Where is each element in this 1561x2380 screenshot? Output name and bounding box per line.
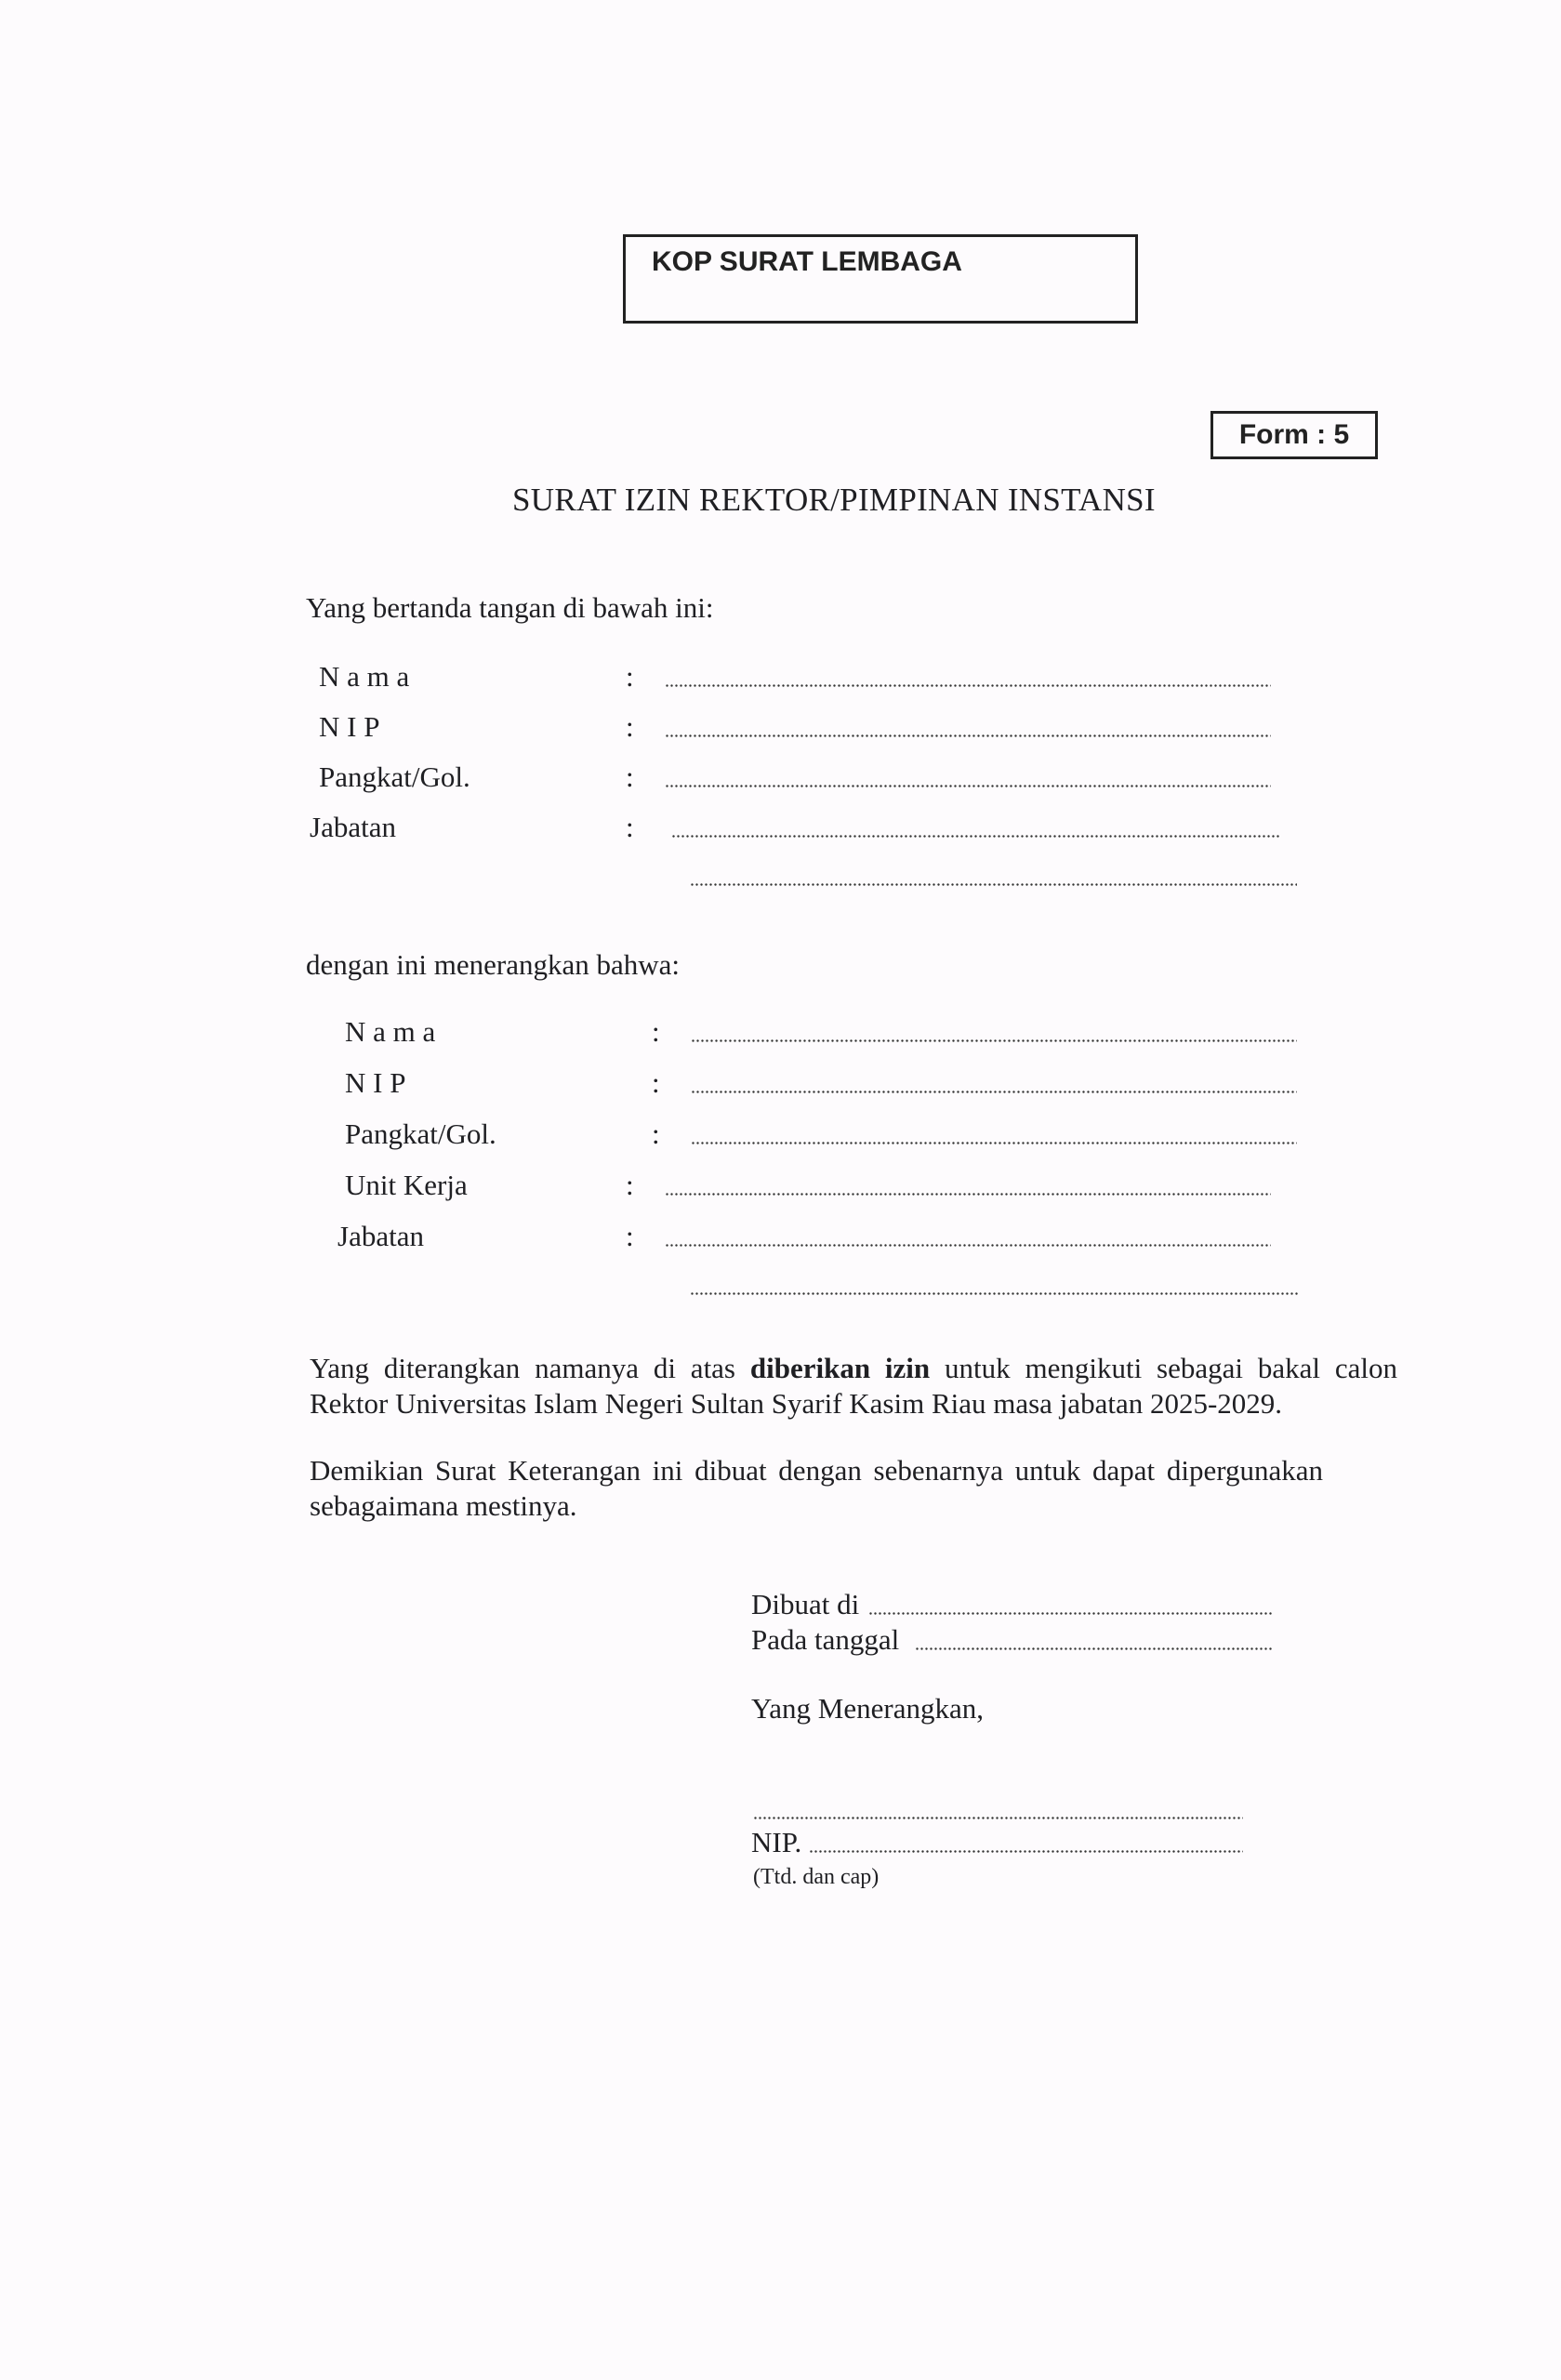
permission-bold-phrase: diberikan izin [749, 1352, 931, 1384]
signer-nama-colon: : [626, 660, 634, 693]
subject-jabatan-colon: : [626, 1220, 634, 1252]
signer-jabatan-colon: : [626, 811, 634, 843]
subject-nip-fill-line [691, 1091, 1297, 1093]
signature-note: (Ttd. dan cap) [753, 1865, 880, 1889]
closing-salutation: Yang Menerangkan, [751, 1692, 984, 1725]
permission-paragraph [310, 1351, 1397, 1421]
signer-nama-fill-line [665, 684, 1271, 687]
signer-nip-colon: : [626, 710, 634, 743]
subject-jabatan-label: Jabatan [337, 1220, 424, 1252]
signer-jabatan-fill-line-2 [690, 883, 1297, 886]
subject-pangkat-colon: : [652, 1117, 660, 1150]
signer-pangkat-label: Pangkat/Gol. [319, 760, 470, 793]
subject-unit-kerja-fill-line [665, 1193, 1271, 1196]
document-title: SURAT IZIN REKTOR/PIMPINAN INSTANSI [512, 482, 1156, 518]
subject-nip-colon: : [652, 1066, 660, 1099]
permission-text-start: Yang diterangkan namanya di atas [310, 1352, 750, 1384]
letterhead-label: KOP SURAT LEMBAGA [652, 246, 962, 277]
place-label: Dibuat di [751, 1588, 860, 1620]
place-fill-line [868, 1612, 1272, 1615]
signer-intro: Yang bertanda tangan di bawah ini: [306, 591, 714, 624]
signature-nip-label: NIP. [751, 1826, 802, 1858]
signer-nip-fill-line [665, 734, 1271, 737]
signature-name-line [753, 1817, 1243, 1819]
signer-jabatan-fill-line [671, 835, 1280, 838]
subject-jabatan-fill-line [665, 1244, 1271, 1247]
subject-nip-label: N I P [345, 1066, 406, 1099]
date-label: Pada tanggal [751, 1623, 900, 1656]
subject-pangkat-label: Pangkat/Gol. [345, 1117, 496, 1150]
subject-unit-kerja-label: Unit Kerja [345, 1169, 468, 1201]
subject-pangkat-fill-line [691, 1142, 1297, 1144]
date-fill-line [915, 1647, 1272, 1650]
closing-paragraph: Demikian Surat Keterangan ini dibuat dengan sebenarnya untuk dapat dipergunakan sebagaimana mestinya. [310, 1454, 1323, 1522]
signer-nip-label: N I P [319, 710, 380, 743]
signer-pangkat-fill-line [665, 785, 1271, 787]
form-number-badge: Form : 5 [1210, 411, 1378, 459]
letterhead-placeholder-box [623, 234, 1138, 324]
signer-nama-label: N a m a [319, 660, 410, 693]
subject-unit-kerja-colon: : [626, 1169, 634, 1201]
signer-jabatan-label: Jabatan [310, 811, 396, 843]
subject-nama-colon: : [652, 1015, 660, 1048]
subject-intro: dengan ini menerangkan bahwa: [306, 948, 680, 981]
signature-nip-fill-line [809, 1850, 1243, 1853]
subject-nama-label: N a m a [345, 1015, 436, 1048]
permission-text-end: untuk mengikuti sebagai bakal calon Rektor Universitas Islam Negeri Sultan Syarif Kasim Riau masa jabatan 2025-2029. [310, 1352, 1397, 1420]
subject-nama-fill-line [691, 1039, 1297, 1042]
signer-pangkat-colon: : [626, 760, 634, 793]
subject-jabatan-fill-line-2 [690, 1292, 1299, 1295]
